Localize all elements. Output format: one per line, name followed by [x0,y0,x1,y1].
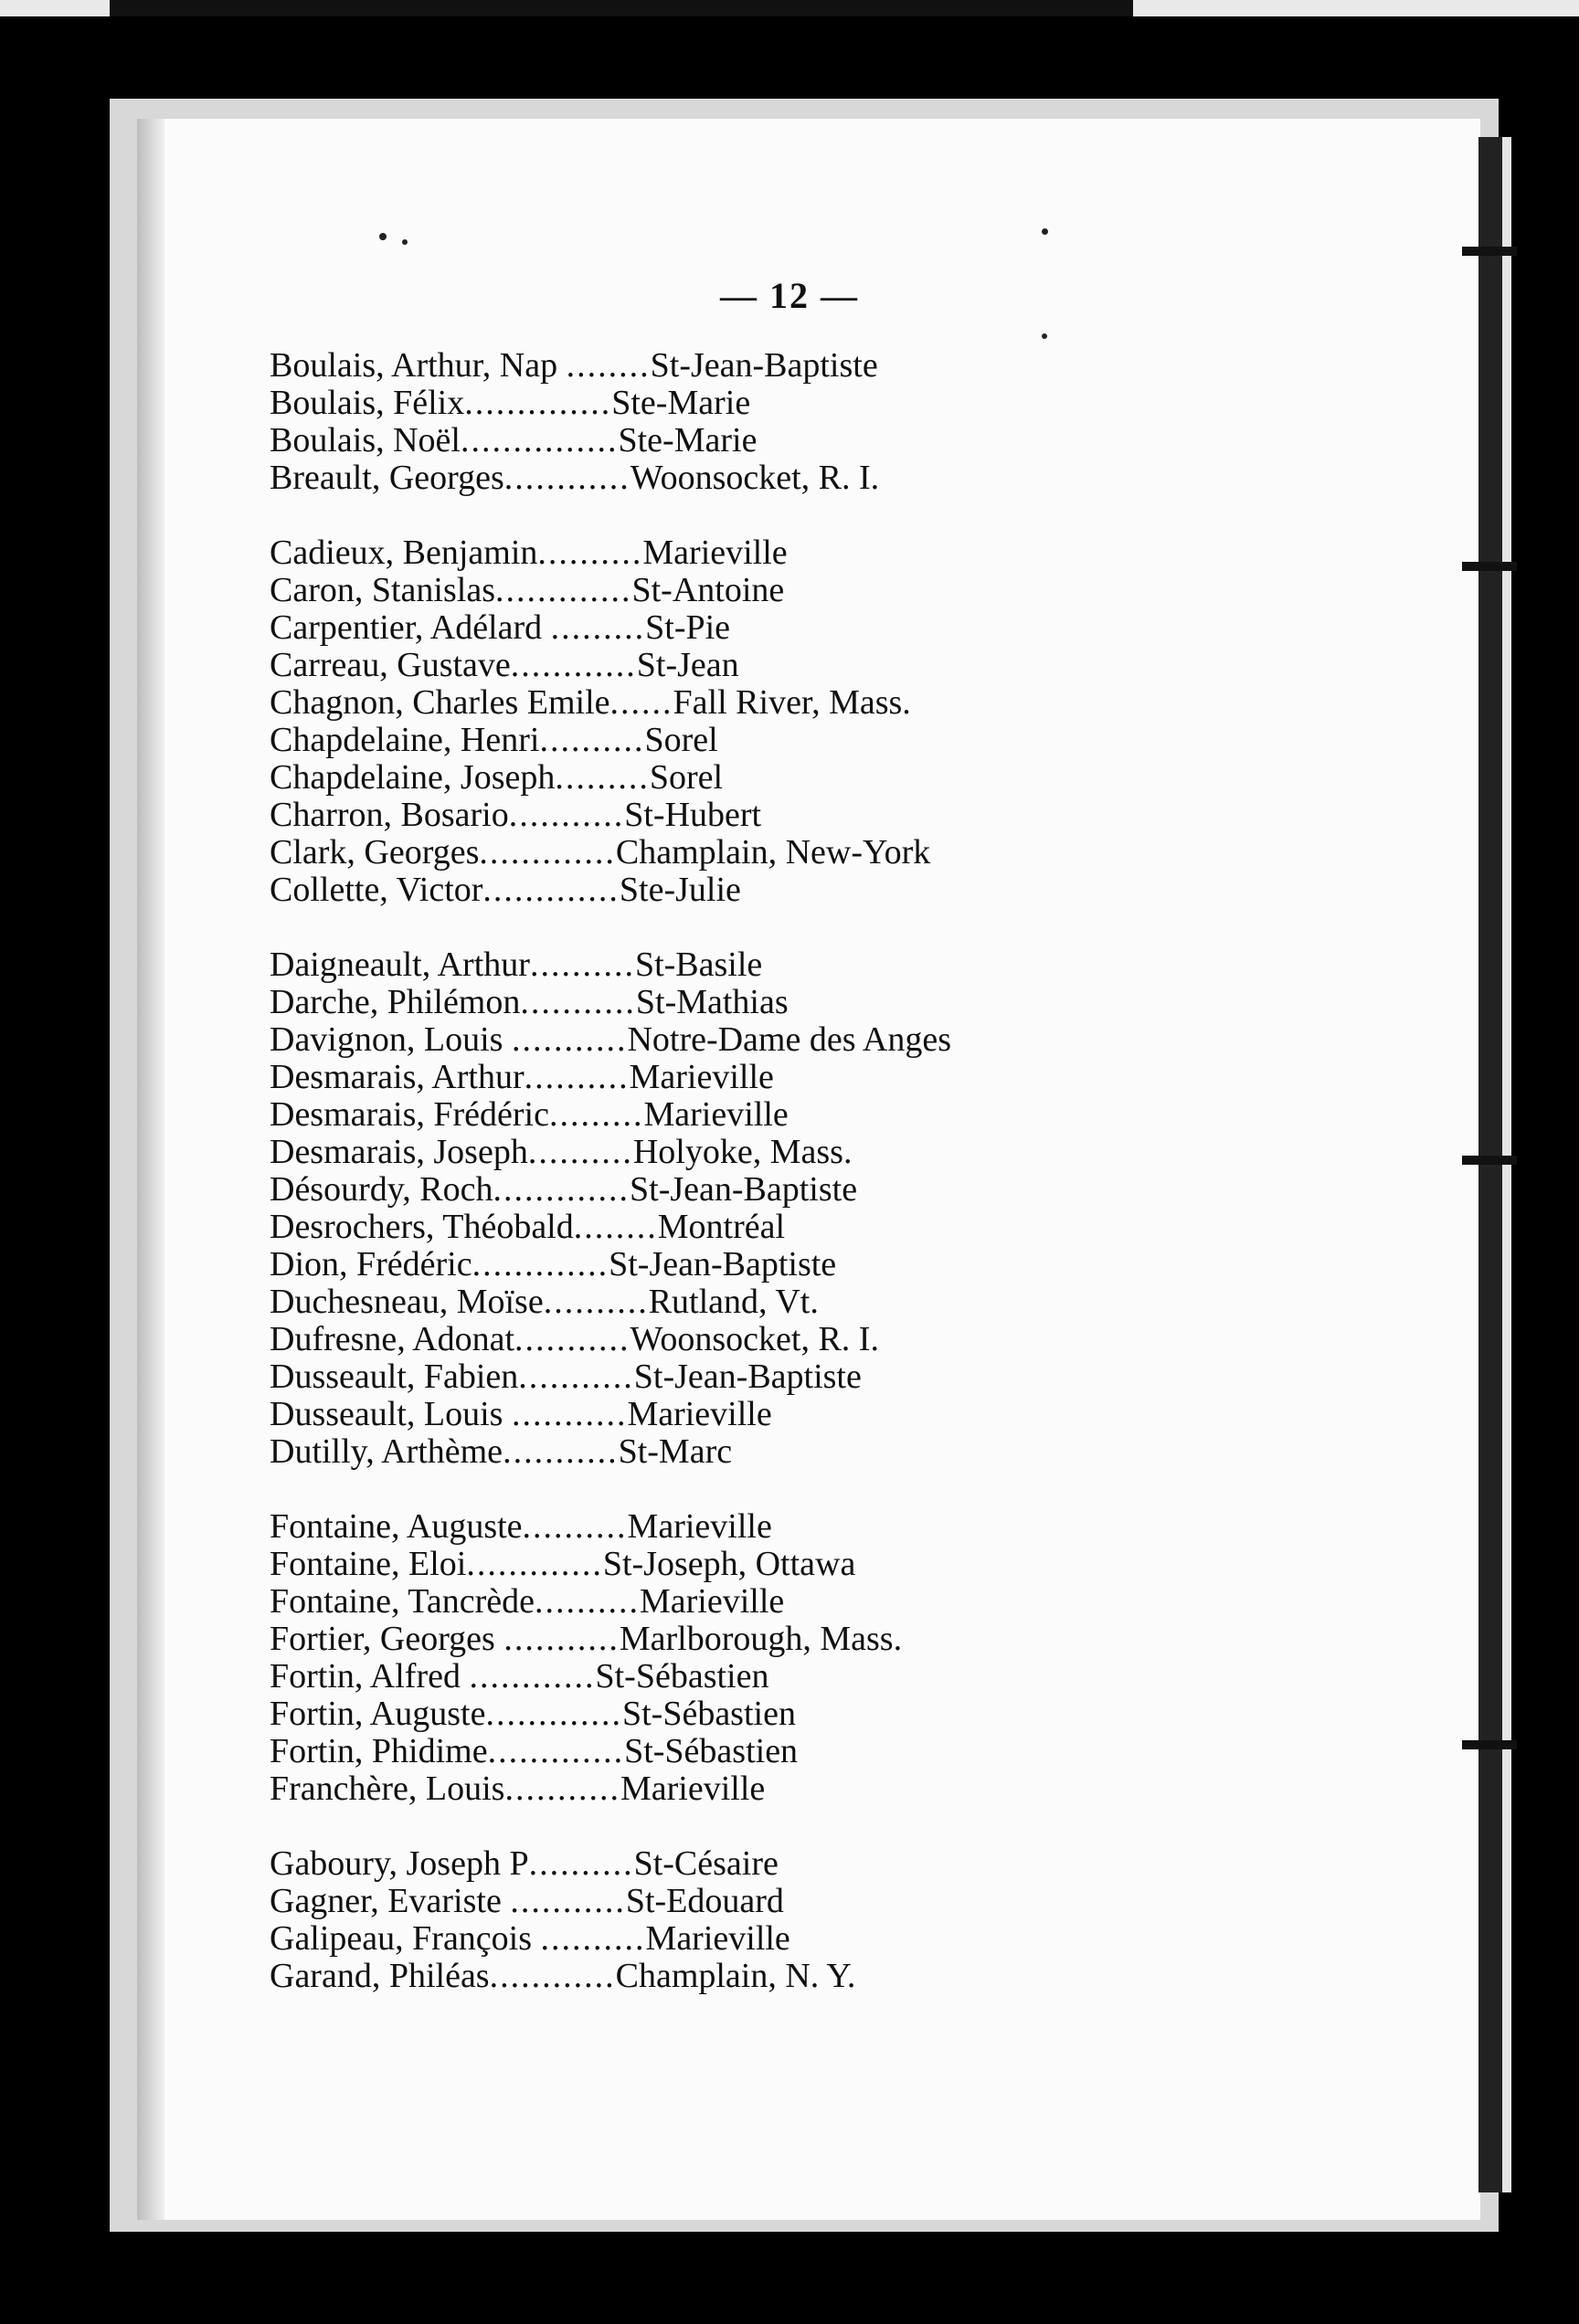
binding-stitch [1462,247,1517,256]
place-name: Holyoke, Mass. [632,1133,853,1171]
list-item [270,1059,1183,1096]
leader-dots: .......... [528,1844,634,1883]
person-name: Franchère, Louis [270,1769,505,1808]
list-item [270,1096,1183,1134]
person-name: Daigneault, Arthur [270,945,530,984]
person-name: Fortin, Alfred [270,1657,470,1695]
leader-dots: ............. [482,871,620,909]
person-name: Carreau, Gustave [270,646,511,684]
list-item [270,1171,1183,1209]
group-spacer [270,1808,1183,1845]
place-name: Champlain, New-York [615,833,931,872]
person-name: Clark, Georges [270,833,480,872]
list-item [270,534,1183,572]
list-item [270,797,1183,834]
leader-dots: .......... [543,1283,649,1321]
leader-dots: ............ [510,646,637,684]
leader-dots: ......... [549,1095,644,1134]
leader-dots: ........... [518,1357,634,1396]
person-name: Dusseault, Louis [270,1395,512,1433]
place-name: Marlborough, Mass. [619,1620,903,1658]
leader-dots: .......... [522,1507,628,1546]
place-name: Ste-Julie [619,871,741,909]
person-name: Fontaine, Eloi [270,1545,467,1583]
book-binding [1478,137,1502,2192]
leader-dots: ........ [566,346,651,385]
place-name: Marieville [629,1058,774,1096]
leader-dots: ........... [504,1769,620,1808]
list-item [270,984,1183,1021]
list-item [270,1958,1183,1995]
list-item [270,1695,1183,1733]
leader-dots: ............. [472,1245,609,1283]
place-name: St-Sébastien [621,1695,796,1733]
list-item [270,1883,1183,1920]
leader-dots: ............. [479,833,616,872]
place-name: St-Hubert [624,796,762,834]
leader-dots: ........... [514,1320,631,1358]
place-name: Sorel [649,758,724,797]
person-name: Fortin, Phidime [270,1732,488,1770]
list-item [270,1546,1183,1583]
place-name: Sorel [644,721,718,759]
binding-edge [1502,137,1511,2192]
person-name: Desrochers, Théobald [270,1208,574,1246]
leader-dots: .......... [524,1058,630,1096]
leader-dots: ............ [489,1957,616,1995]
leader-dots: .......... [527,1133,633,1171]
list-item [270,1621,1183,1658]
place-name: St-Jean-Baptiste [630,1170,858,1209]
leader-dots: ........... [510,1882,626,1920]
person-name: Désourdy, Roch [270,1170,493,1209]
person-name: Desmarais, Joseph [270,1133,528,1171]
person-name: Dusseault, Fabien [270,1357,519,1396]
person-name: Boulais, Noël [270,421,461,460]
group-spacer [270,497,1183,534]
list-item [270,609,1183,647]
list-item [270,572,1183,609]
person-name: Desmarais, Arthur [270,1058,525,1096]
page-gutter [137,119,164,2220]
place-name: St-Edouard [625,1882,784,1920]
list-item [270,1246,1183,1283]
list-item [270,1845,1183,1883]
person-name: Garand, Philéas [270,1957,490,1995]
place-name: Marieville [643,1095,789,1134]
person-name: Darche, Philémon [270,983,521,1021]
leader-dots: ............... [460,421,619,460]
leader-dots: ......... [555,758,650,797]
leader-dots: .......... [529,945,635,984]
place-name: Fall River, Mass. [673,683,911,722]
binding-stitch [1462,1156,1517,1165]
ink-speck [402,239,408,245]
leader-dots: ........ [573,1208,658,1246]
place-name: Marieville [627,1507,772,1546]
ink-speck [1042,333,1047,339]
place-name: Woonsocket, R. I. [630,1320,879,1358]
leader-dots: ............. [466,1545,603,1583]
place-name: Marieville [642,533,788,572]
leader-dots: ........... [503,1620,620,1658]
place-name: St-Jean-Baptiste [650,346,878,385]
list-item [270,647,1183,684]
person-name: Duchesneau, Moïse [270,1283,544,1321]
list-item [270,946,1183,984]
list-item [270,1209,1183,1246]
list-item [270,722,1183,759]
leader-dots: ........... [520,983,636,1021]
leader-dots: .......... [537,533,643,572]
place-name: Marieville [620,1769,766,1808]
name-list [270,347,1183,1995]
list-item [270,872,1183,909]
list-item [270,1658,1183,1695]
group-spacer [270,1471,1183,1508]
ink-speck [379,233,387,240]
person-name: Galipeau, François [270,1919,541,1958]
place-name: St-Marc [618,1432,733,1471]
person-name: Cadieux, Benjamin [270,533,538,572]
list-item [270,1021,1183,1059]
person-name: Dufresne, Adonat [270,1320,515,1358]
list-item [270,1358,1183,1396]
leader-dots: ........... [511,1395,628,1433]
place-name: Montréal [657,1208,786,1246]
list-item [270,1433,1183,1471]
place-name: St-Jean-Baptiste [609,1245,837,1283]
person-name: Collette, Victor [270,871,483,909]
person-name: Caron, Stanislas [270,571,495,609]
binding-stitch [1462,562,1517,571]
person-name: Gaboury, Joseph P [270,1844,529,1883]
list-item [270,1134,1183,1171]
leader-dots: ........... [503,1432,619,1471]
place-name: St-Jean-Baptiste [633,1357,862,1396]
page-number: — 12 — [720,275,859,316]
leader-dots: ............. [493,1170,630,1209]
person-name: Chapdelaine, Henri [270,721,540,759]
person-name: Boulais, Félix [270,384,465,422]
place-name: Rutland, Vt. [648,1283,819,1321]
person-name: Carpentier, Adélard [270,608,551,647]
place-name: St-Sébastien [624,1732,799,1770]
place-name: Ste-Marie [611,384,751,422]
place-name: Notre-Dame des Anges [627,1020,951,1059]
place-name: Woonsocket, R. I. [630,459,880,497]
place-name: Champlain, N. Y. [615,1957,856,1995]
list-item [270,460,1183,497]
person-name: Boulais, Arthur, Nap [270,346,567,385]
leader-dots: .............. [464,384,612,422]
list-item [270,1283,1183,1321]
leader-dots: ............. [485,1695,622,1733]
list-item [270,422,1183,460]
person-name: Fortier, Georges [270,1620,504,1658]
person-name: Davignon, Louis [270,1020,512,1059]
list-item [270,834,1183,872]
leader-dots: ........... [511,1020,628,1059]
person-name: Gagner, Evariste [270,1882,511,1920]
place-name: St-Mathias [635,983,789,1021]
leader-dots: .......... [539,721,645,759]
place-name: St-Jean [636,646,739,684]
leader-dots: ............ [469,1657,596,1695]
list-item [270,1508,1183,1546]
place-name: St-Basile [634,945,763,984]
list-item [270,1733,1183,1770]
list-item [270,1321,1183,1358]
person-name: Chapdelaine, Joseph [270,758,556,797]
ink-speck [1042,228,1048,235]
list-item [270,1396,1183,1433]
person-name: Fontaine, Auguste [270,1507,523,1546]
place-name: Ste-Marie [618,421,758,460]
list-item [270,347,1183,385]
list-item [270,684,1183,722]
place-name: St-Antoine [631,571,785,609]
person-name: Fontaine, Tancrède [270,1582,535,1621]
person-name: Breault, Georges [270,459,504,497]
leader-dots: .......... [534,1582,640,1621]
leader-dots: ........... [508,796,625,834]
place-name: St-Pie [645,608,731,647]
leader-dots: ............. [494,571,632,609]
leader-dots: ............ [503,459,631,497]
place-name: Marieville [627,1395,772,1433]
person-name: Dutilly, Arthème [270,1432,503,1471]
list-item [270,1920,1183,1958]
person-name: Fortin, Auguste [270,1695,486,1733]
list-item [270,1583,1183,1621]
list-item [270,759,1183,797]
list-item [270,1770,1183,1808]
leader-dots: ...... [609,683,673,722]
person-name: Dion, Frédéric [270,1245,472,1283]
list-item [270,385,1183,422]
binding-stitch [1462,1740,1517,1749]
place-name: St-Césaire [633,1844,779,1883]
place-name: St-Sébastien [595,1657,769,1695]
place-name: Marieville [639,1582,785,1621]
group-spacer [270,909,1183,946]
place-name: Marieville [645,1919,790,1958]
leader-dots: ............. [487,1732,625,1770]
person-name: Desmarais, Frédéric [270,1095,549,1134]
person-name: Chagnon, Charles Emile [270,683,610,722]
scan-top-dark [110,0,1133,16]
leader-dots: .......... [540,1919,646,1958]
place-name: St-Joseph, Ottawa [602,1545,856,1583]
person-name: Charron, Bosario [270,796,509,834]
leader-dots: ......... [550,608,646,647]
